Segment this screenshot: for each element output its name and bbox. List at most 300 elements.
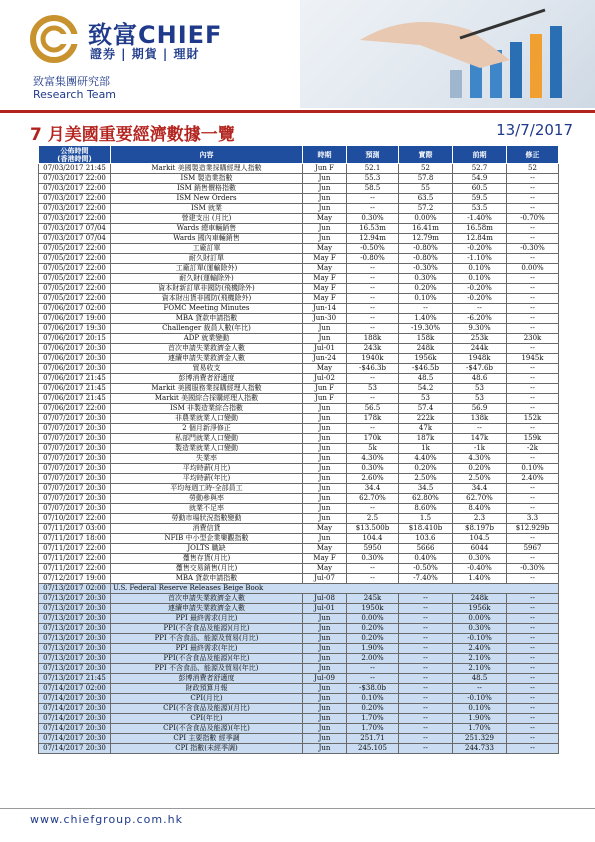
table-cell-content: 連續申請失業救濟金人數 <box>111 604 303 614</box>
table-cell-content: 工廠訂單(運輸除外) <box>111 264 303 274</box>
table-cell-forecast: 55.3 <box>347 174 399 184</box>
table-cell-time: 07/07/2017 20:30 <box>39 454 111 464</box>
table-cell-actual: -- <box>399 674 453 684</box>
table-row <box>39 324 559 334</box>
table-cell-period: Jun <box>303 694 347 704</box>
table-cell-content: FOMC Meeting Minutes <box>111 304 303 314</box>
table-cell-revised: -- <box>507 394 559 404</box>
table-cell-actual: -- <box>399 744 453 754</box>
table-cell-forecast: -- <box>347 274 399 284</box>
table-cell-content: 就業不足率 <box>111 504 303 514</box>
table-cell-period: Jun <box>303 474 347 484</box>
table-cell-forecast: -- <box>347 294 399 304</box>
table-cell-revised: 2.40% <box>507 474 559 484</box>
table-cell-time: 07/03/2017 07/04 <box>39 234 111 244</box>
table-cell-forecast: 0.30% <box>347 214 399 224</box>
table-cell-actual: 57.8 <box>399 174 453 184</box>
table-row <box>39 744 559 754</box>
table-cell-revised: -- <box>507 344 559 354</box>
table-cell-time: 07/03/2017 22:00 <box>39 194 111 204</box>
table-cell-content: 資本財出貨非國防(飛機除外) <box>111 294 303 304</box>
table-cell-time: 07/07/2017 20:30 <box>39 474 111 484</box>
table-cell-time: 07/07/2017 20:30 <box>39 494 111 504</box>
table-cell-time: 07/11/2017 22:00 <box>39 554 111 564</box>
table-cell-previous: 251.329 <box>453 734 507 744</box>
table-cell-time: 07/06/2017 19:00 <box>39 314 111 324</box>
table-cell-content: 工廠訂單 <box>111 244 303 254</box>
table-cell-period: Jun <box>303 414 347 424</box>
table-cell-actual: -0.80% <box>399 244 453 254</box>
table-cell-actual: -19.30% <box>399 324 453 334</box>
table-cell-actual: 34.5 <box>399 484 453 494</box>
table-row <box>39 274 559 284</box>
table-cell-previous: 1.70% <box>453 724 507 734</box>
table-cell-content: 首次申請失業救濟金人數 <box>111 344 303 354</box>
table-cell-actual: 12.79m <box>399 234 453 244</box>
column-header-actual: 實際 <box>399 146 453 164</box>
table-cell-actual: -$46.5b <box>399 364 453 374</box>
table-cell-period: May <box>303 564 347 574</box>
table-cell-previous: 0.10% <box>453 274 507 284</box>
table-cell-period: Jun <box>303 454 347 464</box>
table-cell-actual: 63.5 <box>399 194 453 204</box>
table-cell-time: 07/06/2017 22:00 <box>39 404 111 414</box>
table-cell-actual: -- <box>399 644 453 654</box>
table-row <box>39 294 559 304</box>
table-row <box>39 344 559 354</box>
table-row <box>39 524 559 534</box>
table-cell-revised: -0.30% <box>507 564 559 574</box>
table-row <box>39 504 559 514</box>
table-cell-time: 07/12/2017 19:00 <box>39 574 111 584</box>
table-row <box>39 464 559 474</box>
table-cell-previous: -- <box>453 424 507 434</box>
table-cell-actual: 0.20% <box>399 464 453 474</box>
table-cell-period: May F <box>303 284 347 294</box>
table-row <box>39 374 559 384</box>
table-cell-content: 平均時薪(月比) <box>111 464 303 474</box>
table-cell-previous: 53 <box>453 394 507 404</box>
table-cell-previous: 2.10% <box>453 654 507 664</box>
table-cell-content: 平均時薪(年比) <box>111 474 303 484</box>
column-header-forecast: 預測 <box>347 146 399 164</box>
table-cell-previous: 1.90% <box>453 714 507 724</box>
table-cell-actual: 248k <box>399 344 453 354</box>
table-row <box>39 534 559 544</box>
table-cell-previous: 0.00% <box>453 614 507 624</box>
table-cell-actual: 16.41m <box>399 224 453 234</box>
table-cell-time: 07/06/2017 20:30 <box>39 364 111 374</box>
table-cell-forecast: 178k <box>347 414 399 424</box>
column-header-previous: 前期 <box>453 146 507 164</box>
table-cell-time: 07/13/2017 20:30 <box>39 644 111 654</box>
table-cell-period: Jun <box>303 184 347 194</box>
table-cell-period: Jun <box>303 704 347 714</box>
table-cell-revised: -- <box>507 614 559 624</box>
table-cell-period: Jul-01 <box>303 604 347 614</box>
table-cell-forecast: -- <box>347 264 399 274</box>
page-header <box>0 0 595 108</box>
table-cell-revised: -- <box>507 294 559 304</box>
table-cell-previous: 52.7 <box>453 164 507 174</box>
table-cell-forecast: -0.50% <box>347 244 399 254</box>
table-row <box>39 554 559 564</box>
table-cell-revised: 159k <box>507 434 559 444</box>
table-cell-period: Jun <box>303 714 347 724</box>
table-row <box>39 474 559 484</box>
table-cell-previous: -- <box>453 684 507 694</box>
table-cell-revised: $12.929b <box>507 524 559 534</box>
table-cell-previous: 2.10% <box>453 664 507 674</box>
table-cell-revised: -- <box>507 734 559 744</box>
table-row <box>39 694 559 704</box>
table-cell-forecast: 5k <box>347 444 399 454</box>
table-cell-previous: 0.30% <box>453 554 507 564</box>
table-cell-previous: 59.5 <box>453 194 507 204</box>
table-cell-previous: -$47.6b <box>453 364 507 374</box>
table-cell-revised: -- <box>507 384 559 394</box>
table-cell-revised: -- <box>507 254 559 264</box>
table-cell-time: 07/13/2017 20:30 <box>39 624 111 634</box>
table-cell-time: 07/07/2017 20:30 <box>39 414 111 424</box>
table-cell-forecast: -$46.3b <box>347 364 399 374</box>
table-cell-content: 躉售交易銷售(月比) <box>111 564 303 574</box>
table-cell-revised: -- <box>507 234 559 244</box>
table-cell-period: May <box>303 364 347 374</box>
table-cell-previous: 6044 <box>453 544 507 554</box>
table-cell-time: 07/07/2017 20:30 <box>39 434 111 444</box>
table-cell-actual: -- <box>399 654 453 664</box>
table-cell-previous: 48.6 <box>453 374 507 384</box>
table-cell-previous: 104.5 <box>453 534 507 544</box>
table-cell-previous: 253k <box>453 334 507 344</box>
table-cell-actual: -- <box>399 594 453 604</box>
table-row <box>39 194 559 204</box>
table-cell-actual: 57.4 <box>399 404 453 414</box>
table-cell-time: 07/14/2017 20:30 <box>39 694 111 704</box>
table-cell-revised: -- <box>507 174 559 184</box>
table-cell-actual: 4.40% <box>399 454 453 464</box>
table-cell-period: Jun <box>303 204 347 214</box>
table-cell-period: May <box>303 244 347 254</box>
table-cell-revised: -- <box>507 424 559 434</box>
table-cell-content: MBA 貸款申請指數 <box>111 574 303 584</box>
table-cell-revised: -- <box>507 604 559 614</box>
table-cell-content: ADP 就業變動 <box>111 334 303 344</box>
table-cell-revised: -- <box>507 634 559 644</box>
column-header-revised: 修正 <box>507 146 559 164</box>
table-cell-period: Jun <box>303 644 347 654</box>
table-cell-content: MBA 貸款申請指數 <box>111 314 303 324</box>
table-cell-time: 07/06/2017 21:45 <box>39 384 111 394</box>
table-cell-revised: -- <box>507 454 559 464</box>
table-cell-previous: 0.10% <box>453 264 507 274</box>
table-cell-time: 07/11/2017 18:00 <box>39 534 111 544</box>
table-cell-period: Jun <box>303 444 347 454</box>
table-cell-time: 07/03/2017 22:00 <box>39 214 111 224</box>
table-cell-forecast: 16.53m <box>347 224 399 234</box>
table-row <box>39 164 559 174</box>
table-row <box>39 254 559 264</box>
table-cell-content: 連續申請失業救濟金人數 <box>111 354 303 364</box>
table-cell-previous: 9.30% <box>453 324 507 334</box>
table-cell-time: 07/13/2017 20:30 <box>39 614 111 624</box>
table-cell-actual: 47k <box>399 424 453 434</box>
table-row <box>39 424 559 434</box>
table-cell-content: CPI 指數(未經季調) <box>111 744 303 754</box>
hand-chart-icon <box>300 0 595 108</box>
table-cell-period: Jun <box>303 404 347 414</box>
table-cell-time: 07/13/2017 20:30 <box>39 634 111 644</box>
table-cell-content: PPI 最終需求(月比) <box>111 614 303 624</box>
table-cell-content: U.S. Federal Reserve Releases Beige Book <box>111 584 559 594</box>
table-cell-revised: -- <box>507 494 559 504</box>
table-cell-forecast: -- <box>347 394 399 404</box>
table-cell-content: 消費信貸 <box>111 524 303 534</box>
table-cell-revised: 52 <box>507 164 559 174</box>
economic-data-table <box>38 145 559 754</box>
table-row <box>39 644 559 654</box>
table-cell-time: 07/13/2017 21:45 <box>39 674 111 684</box>
table-cell-previous: 53.5 <box>453 204 507 214</box>
table-row <box>39 634 559 644</box>
table-cell-previous: -0.20% <box>453 284 507 294</box>
table-cell-forecast: -- <box>347 324 399 334</box>
table-cell-time: 07/05/2017 22:00 <box>39 274 111 284</box>
table-row <box>39 654 559 664</box>
table-cell-revised: -- <box>507 504 559 514</box>
table-cell-period: Jul-09 <box>303 674 347 684</box>
table-row <box>39 304 559 314</box>
table-cell-revised: -- <box>507 644 559 654</box>
table-cell-period: Jun <box>303 174 347 184</box>
table-cell-content: 私部門就業人口變動 <box>111 434 303 444</box>
table-cell-previous: -0.10% <box>453 634 507 644</box>
table-cell-content: PPI 不含食品、能源及貿易(年比) <box>111 664 303 674</box>
table-cell-period: Jun <box>303 734 347 744</box>
table-cell-period: Jun <box>303 654 347 664</box>
table-cell-content: ISM 製造業指數 <box>111 174 303 184</box>
table-cell-actual: -- <box>399 694 453 704</box>
table-cell-forecast: 170k <box>347 434 399 444</box>
table-row <box>39 384 559 394</box>
table-cell-forecast: 62.70% <box>347 494 399 504</box>
table-cell-actual: 1956k <box>399 354 453 364</box>
table-cell-previous: -- <box>453 304 507 314</box>
table-cell-period: Jun <box>303 664 347 674</box>
table-row <box>39 184 559 194</box>
table-cell-forecast: 0.20% <box>347 704 399 714</box>
table-row <box>39 664 559 674</box>
table-cell-forecast: 2.5 <box>347 514 399 524</box>
table-cell-time: 07/14/2017 02:00 <box>39 684 111 694</box>
table-cell-period: Jun <box>303 234 347 244</box>
table-cell-period: Jun <box>303 434 347 444</box>
table-cell-actual: 0.20% <box>399 284 453 294</box>
table-cell-actual: 0.10% <box>399 294 453 304</box>
table-row <box>39 684 559 694</box>
table-cell-actual: -0.50% <box>399 564 453 574</box>
table-cell-actual: 8.60% <box>399 504 453 514</box>
table-row <box>39 354 559 364</box>
table-cell-content: 2 個月新淨修正 <box>111 424 303 434</box>
table-cell-revised: -- <box>507 594 559 604</box>
table-row <box>39 574 559 584</box>
table-cell-actual: 0.40% <box>399 554 453 564</box>
table-cell-revised: -- <box>507 744 559 754</box>
table-cell-revised: -- <box>507 324 559 334</box>
table-cell-actual: 62.80% <box>399 494 453 504</box>
table-cell-actual: 54.2 <box>399 384 453 394</box>
table-cell-period: Jul-01 <box>303 344 347 354</box>
table-cell-content: JOLTS 職缺 <box>111 544 303 554</box>
table-cell-period: Jun <box>303 464 347 474</box>
table-cell-actual: -- <box>399 684 453 694</box>
table-cell-time: 07/14/2017 20:30 <box>39 734 111 744</box>
table-cell-forecast: 0.30% <box>347 464 399 474</box>
table-cell-forecast: 53 <box>347 384 399 394</box>
table-cell-revised: -- <box>507 654 559 664</box>
table-cell-previous: 0.30% <box>453 624 507 634</box>
table-cell-time: 07/11/2017 22:00 <box>39 564 111 574</box>
table-cell-previous: 244.733 <box>453 744 507 754</box>
table-cell-previous: 53 <box>453 384 507 394</box>
table-cell-previous: 2.3 <box>453 514 507 524</box>
table-cell-time: 07/03/2017 22:00 <box>39 204 111 214</box>
table-cell-previous: -0.10% <box>453 694 507 704</box>
table-cell-content: 耐久財訂單 <box>111 254 303 264</box>
table-row <box>39 234 559 244</box>
table-cell-period: Jun <box>303 504 347 514</box>
table-cell-revised: -- <box>507 304 559 314</box>
table-cell-time: 07/07/2017 20:30 <box>39 424 111 434</box>
table-cell-revised: -- <box>507 554 559 564</box>
table-cell-period: May <box>303 524 347 534</box>
table-cell-content: 非農業就業人口變動 <box>111 414 303 424</box>
table-cell-forecast: -- <box>347 564 399 574</box>
table-cell-actual: 1.40% <box>399 314 453 324</box>
table-row <box>39 734 559 744</box>
table-cell-previous: 248k <box>453 594 507 604</box>
table-cell-content: CPI 主要指數 經季調 <box>111 734 303 744</box>
table-row <box>39 594 559 604</box>
table-cell-previous: 4.30% <box>453 454 507 464</box>
table-cell-time: 07/07/2017 20:30 <box>39 464 111 474</box>
table-row <box>39 484 559 494</box>
table-cell-period: Jun-24 <box>303 354 347 364</box>
table-cell-revised: -- <box>507 284 559 294</box>
table-row <box>39 614 559 624</box>
table-cell-time: 07/05/2017 22:00 <box>39 244 111 254</box>
table-cell-previous: -0.20% <box>453 244 507 254</box>
table-cell-time: 07/03/2017 22:00 <box>39 174 111 184</box>
table-cell-content: 貿易收支 <box>111 364 303 374</box>
table-cell-content: 平均每週工時-全部員工 <box>111 484 303 494</box>
table-cell-time: 07/06/2017 19:30 <box>39 324 111 334</box>
table-cell-period: Jun F <box>303 164 347 174</box>
table-cell-actual: -- <box>399 604 453 614</box>
column-header-time: 公佈時間 (香港時間) <box>39 146 111 164</box>
table-row <box>39 544 559 554</box>
table-cell-content: ISM New Orders <box>111 194 303 204</box>
table-cell-period: Jun <box>303 224 347 234</box>
table-cell-revised: -- <box>507 674 559 684</box>
table-cell-forecast: 1.90% <box>347 644 399 654</box>
table-cell-forecast: 1950k <box>347 604 399 614</box>
table-cell-revised: -- <box>507 184 559 194</box>
table-row <box>39 284 559 294</box>
table-cell-content: PPI 最終需求(年比) <box>111 644 303 654</box>
table-cell-period: Jun <box>303 194 347 204</box>
table-cell-content: 製造業就業人口變動 <box>111 444 303 454</box>
table-cell-period: Jun <box>303 684 347 694</box>
table-cell-previous: 138k <box>453 414 507 424</box>
table-cell-forecast: -- <box>347 284 399 294</box>
table-cell-forecast: 243k <box>347 344 399 354</box>
table-row <box>39 584 559 594</box>
table-cell-revised: -- <box>507 374 559 384</box>
table-cell-forecast: 1.70% <box>347 724 399 734</box>
table-cell-forecast: 58.5 <box>347 184 399 194</box>
table-row <box>39 564 559 574</box>
table-cell-time: 07/13/2017 02:00 <box>39 584 111 594</box>
table-cell-revised: -- <box>507 684 559 694</box>
table-cell-period: Jun <box>303 514 347 524</box>
table-cell-previous: 60.5 <box>453 184 507 194</box>
table-cell-content: 勞動參與率 <box>111 494 303 504</box>
table-cell-time: 07/03/2017 21:45 <box>39 164 111 174</box>
table-cell-actual: -- <box>399 624 453 634</box>
table-cell-period: Jun <box>303 624 347 634</box>
table-cell-time: 07/03/2017 07/04 <box>39 224 111 234</box>
table-cell-forecast: 188k <box>347 334 399 344</box>
table-cell-actual: 53 <box>399 394 453 404</box>
table-cell-revised: -- <box>507 694 559 704</box>
table-cell-period: Jun-14 <box>303 304 347 314</box>
table-cell-previous: 1.40% <box>453 574 507 584</box>
column-header-period: 時期 <box>303 146 347 164</box>
table-cell-forecast: 1940k <box>347 354 399 364</box>
footer-divider <box>0 808 595 809</box>
table-cell-previous: -1.10% <box>453 254 507 264</box>
table-cell-content: CPI(月比) <box>111 694 303 704</box>
table-cell-actual: 5666 <box>399 544 453 554</box>
table-cell-forecast: 56.5 <box>347 404 399 414</box>
table-cell-content: PPI(不含食品及能源)(月比) <box>111 624 303 634</box>
table-cell-time: 07/14/2017 20:30 <box>39 704 111 714</box>
table-cell-revised: -0.30% <box>507 244 559 254</box>
table-cell-previous: -6.20% <box>453 314 507 324</box>
table-cell-time: 07/03/2017 22:00 <box>39 184 111 194</box>
table-cell-forecast: 0.20% <box>347 634 399 644</box>
footer-url[interactable]: www.chiefgroup.com.hk <box>30 813 183 826</box>
table-cell-actual: 57.2 <box>399 204 453 214</box>
table-row <box>39 334 559 344</box>
table-row <box>39 414 559 424</box>
table-cell-period: Jun-30 <box>303 314 347 324</box>
table-row <box>39 494 559 504</box>
table-cell-forecast: -- <box>347 674 399 684</box>
table-row <box>39 514 559 524</box>
table-cell-content: ISM 非製造業綜合指數 <box>111 404 303 414</box>
table-cell-forecast: -$38.0b <box>347 684 399 694</box>
table-cell-forecast: -- <box>347 194 399 204</box>
table-cell-period: May F <box>303 254 347 264</box>
table-cell-forecast: -- <box>347 424 399 434</box>
table-cell-content: PPI(不含食品及能源)(年比) <box>111 654 303 664</box>
table-cell-content: Challenger 裁員人數(年比) <box>111 324 303 334</box>
table-cell-revised: -- <box>507 194 559 204</box>
